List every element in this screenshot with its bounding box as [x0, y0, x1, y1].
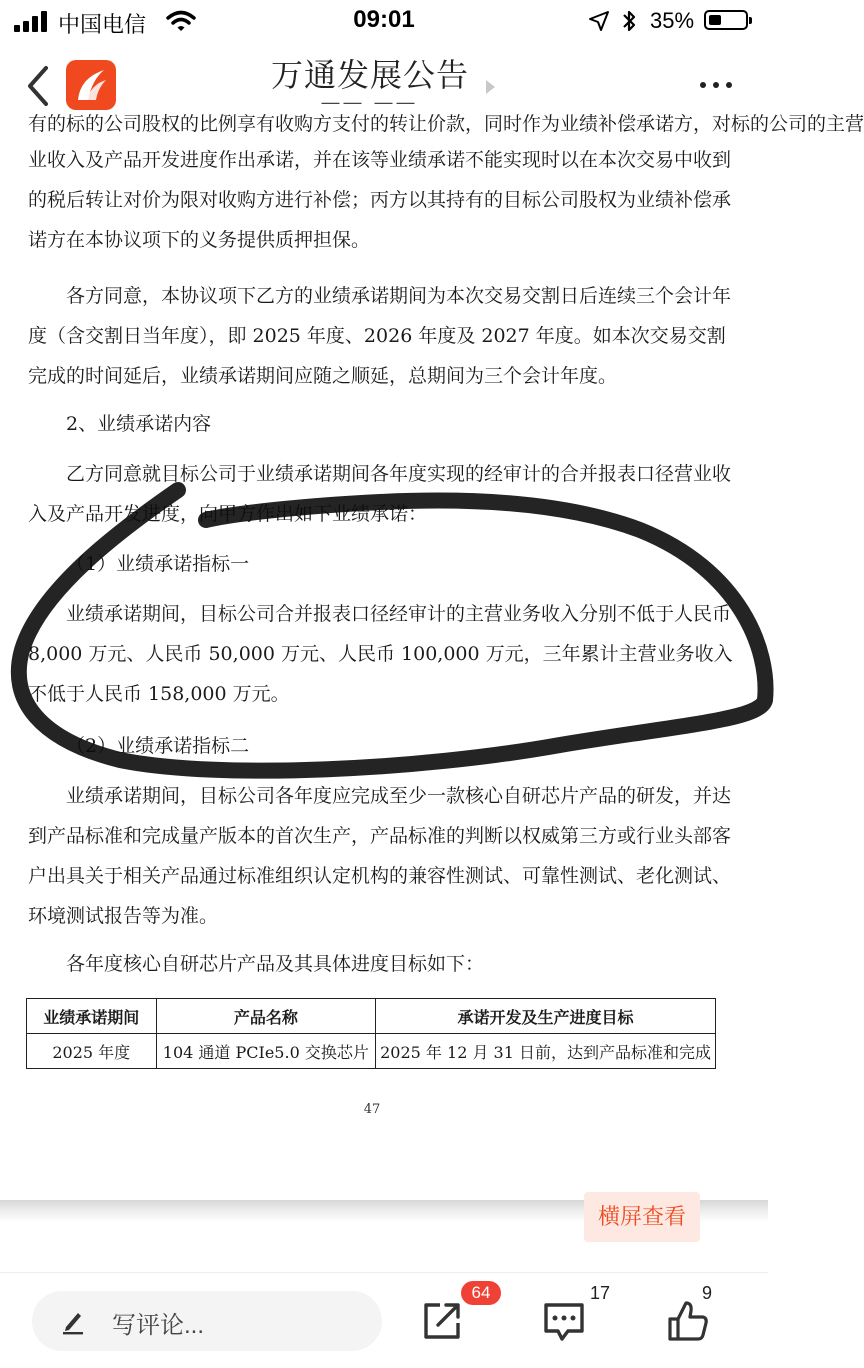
battery-icon [704, 10, 748, 30]
battery-level-fill [709, 15, 721, 25]
comment-placeholder: 写评论... [112, 1312, 205, 1339]
share-icon[interactable] [420, 1299, 464, 1343]
table-cell: 2025 年度 [27, 1034, 157, 1069]
status-bar [0, 0, 768, 44]
carrier-name: 中国电信 [58, 12, 147, 37]
more-dots-icon[interactable] [700, 82, 734, 92]
section-heading: 2、业绩承诺内容 [66, 413, 212, 435]
table-header-cell: 承诺开发及生产进度目标 [376, 999, 716, 1034]
paragraph: 业绩承诺期间，目标公司各年度应完成至少一款核心自研芯片产品的研发，并达到产品标准和完成量产版本的首次生产，产品标准的判断以权威第三方或行业头部客户出具关于相关产品通过标准组织认定机构的兼容性测试、可靠性测试、老化测试、环境测试报告等为准。 [28, 785, 732, 927]
table-header-cell: 产品名称 [156, 999, 376, 1034]
document-viewer[interactable] [0, 113, 864, 1200]
table-header-row [27, 999, 716, 1034]
table-cell: 2025 年 12 月 31 日前，达到产品标准和完成 [376, 1034, 716, 1069]
table-cell: 104 通道 PCIe5.0 交换芯片 [156, 1034, 376, 1069]
subsection-heading: （1）业绩承诺指标一 [66, 553, 250, 575]
paragraph: 业收入及产品开发进度作出承诺，并在该等业绩承诺不能实现时以在本次交易中收到的税后转让对价为限对收购方进行补偿；丙方以其持有的目标公司股权为业绩补偿承诺方在本协议项下的义务提供质押担保。 [28, 149, 732, 251]
comment-icon[interactable] [542, 1301, 586, 1343]
landscape-view-button[interactable]: 横屏查看 [584, 1192, 700, 1242]
battery-percentage: 35% [650, 8, 695, 33]
paragraph: 乙方同意就目标公司于业绩承诺期间各年度实现的经审计的合并报表口径营业收入及产品开发进度，向甲方作出如下业绩承诺： [28, 463, 732, 525]
pencil-icon [60, 1307, 86, 1335]
paragraph: 业绩承诺期间，目标公司合并报表口径经审计的主营业务收入分别不低于人民币 8,000 万元、人民币 50,000 万元、人民币 100,000 万元，三年累计主营业务收入不低于人民币 158,000 万元。 [28, 603, 733, 705]
comment-count: 17 [590, 1283, 611, 1303]
paragraph: 各方同意，本协议项下乙方的业绩承诺期间为本次交易交割日后连续三个会计年度（含交割日当年度），即 2025 年度、2026 年度及 2027 年度。如本次交易交割完成的时间延后，业绩承诺期间应随之顺延，总期间为三个会计年度。 [28, 285, 732, 387]
clock: 09:01 [353, 6, 415, 33]
share-count-badge: 64 [461, 1281, 501, 1305]
progress-target-table [26, 998, 716, 1069]
thumbs-up-icon[interactable] [666, 1299, 710, 1343]
table-header-cell: 业绩承诺期间 [27, 999, 157, 1034]
page-number: 47 [363, 1102, 381, 1117]
paragraph: 各年度核心自研芯片产品及其具体进度目标如下： [66, 953, 485, 975]
bottom-action-bar [0, 1272, 768, 1368]
caret-right-icon [486, 80, 495, 94]
table-row [27, 1034, 716, 1069]
bluetooth-icon [620, 9, 638, 33]
page-title: 万通发展公告 [270, 57, 469, 93]
cut-off-text-line: 有的标的公司股权的比例享有收购方支付的转让价款，同时作为业绩补偿承诺方，对标的公司的主营 [28, 113, 864, 135]
like-count: 9 [702, 1283, 713, 1303]
page-subtitle: —— —— [321, 92, 419, 112]
subsection-heading: （2）业绩承诺指标二 [66, 735, 250, 757]
location-arrow-icon [588, 10, 610, 32]
comment-input[interactable] [32, 1291, 382, 1351]
